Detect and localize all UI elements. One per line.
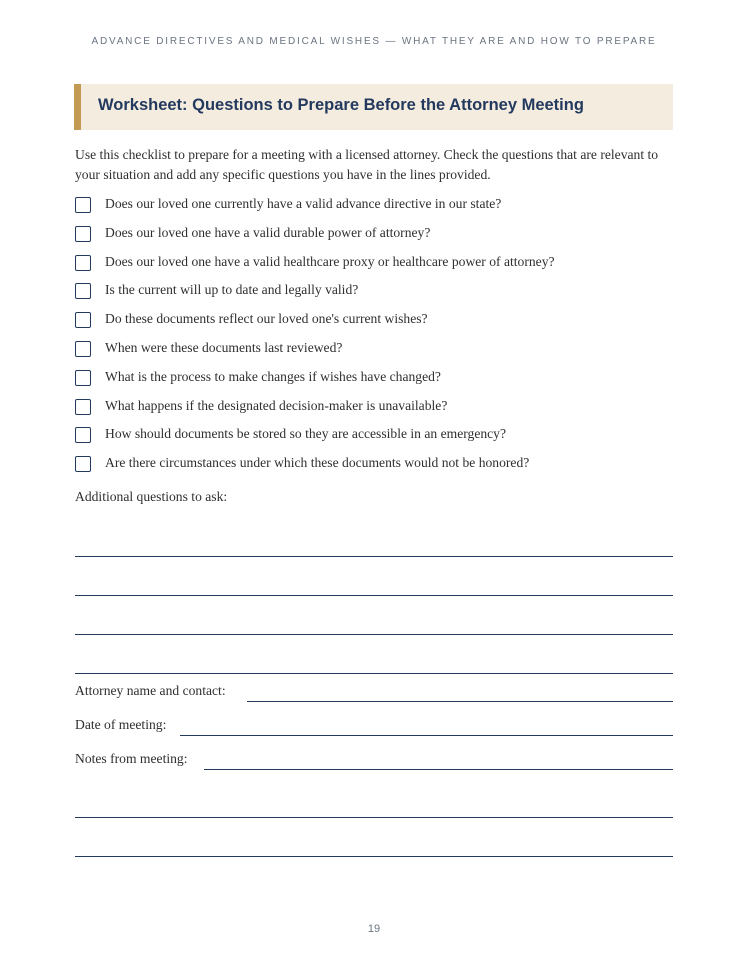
checkbox[interactable]	[75, 312, 91, 328]
attorney-contact-field[interactable]	[247, 701, 673, 702]
writing-line[interactable]	[75, 595, 673, 596]
worksheet-intro: Use this checklist to prepare for a meeting with a licensed attorney. Check the questions that are relevant to your situation and add any specific questions you have in the lines provided.	[75, 147, 659, 182]
question-text: What is the process to make changes if wishes have changed?	[105, 368, 441, 384]
writing-line[interactable]	[75, 556, 673, 557]
checkbox[interactable]	[75, 341, 91, 357]
checklist-item	[75, 424, 673, 453]
question-text: Does our loved one have a valid durable power of attorney?	[105, 224, 431, 240]
question-text: Do these documents reflect our loved one's current wishes?	[105, 311, 428, 327]
question-checklist	[75, 194, 673, 482]
writing-line[interactable]	[75, 634, 673, 635]
worksheet-title: Worksheet: Questions to Prepare Before the Attorney Meeting	[98, 96, 584, 114]
checklist-item	[75, 194, 673, 223]
meeting-notes-field[interactable]	[204, 769, 673, 770]
additional-questions-label: Additional questions to ask:	[75, 489, 228, 504]
question-text: How should documents be stored so they are accessible in an emergency?	[105, 426, 507, 442]
checklist-item	[75, 367, 673, 396]
checkbox[interactable]	[75, 255, 91, 271]
question-text: Is the current will up to date and legally valid?	[105, 282, 359, 298]
question-text: Are there circumstances under which these documents would not be honored?	[105, 455, 530, 471]
page-number: 19	[367, 923, 381, 935]
question-text: What happens if the designated decision-maker is unavailable?	[105, 397, 448, 413]
meeting-notes-label: Notes from meeting:	[75, 751, 188, 766]
checkbox[interactable]	[75, 427, 91, 443]
checkbox[interactable]	[75, 370, 91, 386]
meeting-date-field[interactable]	[180, 735, 673, 736]
checklist-item	[75, 280, 673, 309]
attorney-contact-label: Attorney name and contact:	[75, 683, 226, 698]
checkbox[interactable]	[75, 283, 91, 299]
question-text: Does our loved one have a valid healthcare proxy or healthcare power of attorney?	[105, 253, 555, 269]
worksheet-banner	[74, 84, 673, 130]
checklist-item	[75, 338, 673, 367]
checklist-item	[75, 453, 673, 482]
checkbox[interactable]	[75, 456, 91, 472]
question-text: When were these documents last reviewed?	[105, 339, 343, 355]
running-header: ADVANCE DIRECTIVES AND MEDICAL WISHES — WHAT THEY ARE AND HOW TO PREPARE	[91, 36, 657, 47]
checklist-item	[75, 223, 673, 252]
checkbox[interactable]	[75, 399, 91, 415]
checklist-item	[75, 309, 673, 338]
checklist-item	[75, 252, 673, 281]
checkbox[interactable]	[75, 226, 91, 242]
notes-line[interactable]	[75, 817, 673, 818]
notes-line[interactable]	[75, 856, 673, 857]
checklist-item	[75, 396, 673, 425]
question-text: Does our loved one currently have a valid advance directive in our state?	[105, 196, 502, 211]
checkbox[interactable]	[75, 197, 91, 213]
writing-line[interactable]	[75, 673, 673, 674]
meeting-date-label: Date of meeting:	[75, 717, 167, 732]
